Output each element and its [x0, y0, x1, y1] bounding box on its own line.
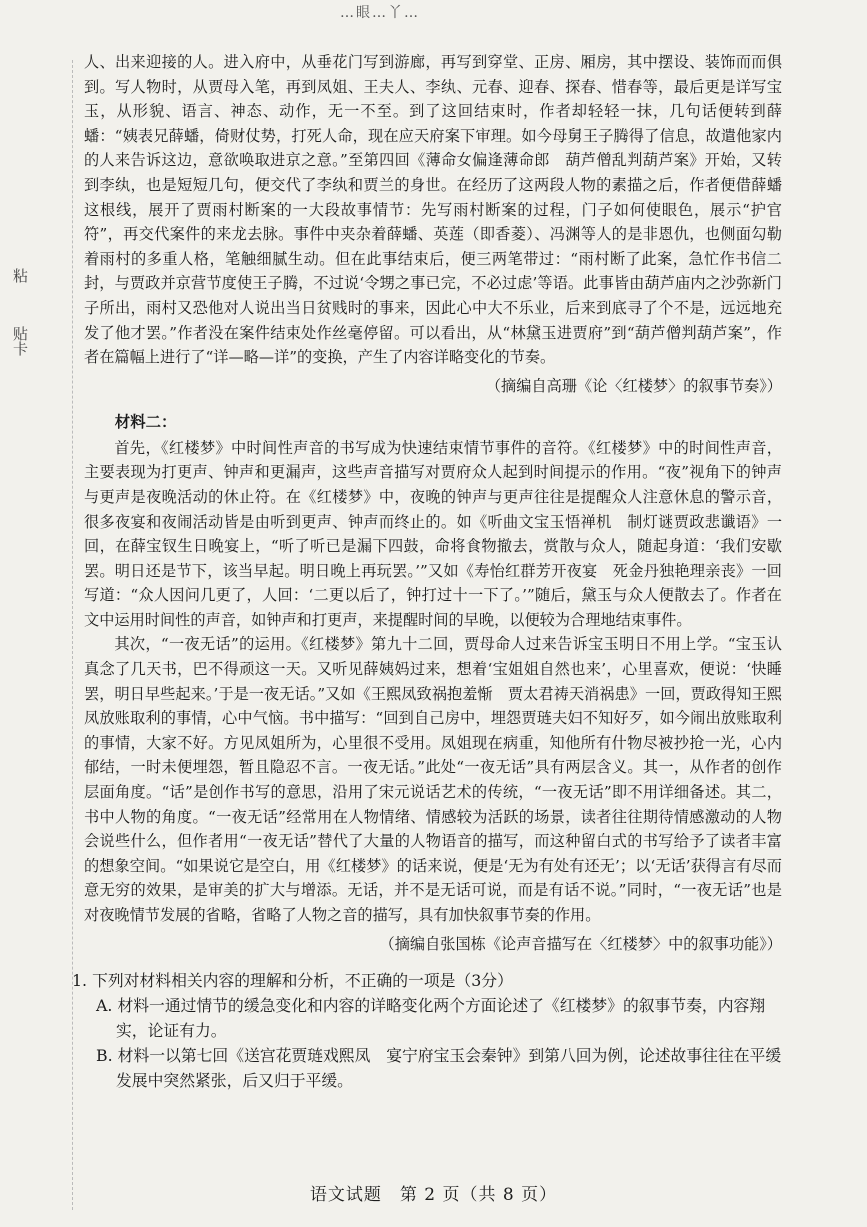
option-a: A. 材料一通过情节的缓急变化和内容的详略变化两个方面论述了《红楼梦》的叙事节奏，内容翔实，论证有力。: [96, 995, 766, 1040]
question-stem: 1. 下列对材料相关内容的理解和分析，不正确的一项是（3分）: [72, 970, 513, 990]
article-body: [72, 50, 782, 1093]
margin-note-card: 贴卡: [11, 326, 29, 356]
material2-heading: 材料二：: [114, 412, 177, 431]
source-citation-1: （摘编自高珊《论〈红楼梦〉的叙事节奏》）: [485, 376, 782, 395]
material1-paragraph: 人、出来迎接的人。进入府中，从垂花门写到游廊，再写到穿堂、正房、厢房，其中摆设、装饰而而俱到。写人物时，从贾母入笔，再到凤姐、王夫人、李纨、元春、迎春、探春、惜春等，最后更是详写宝玉，从形貌、语言、神态、动作，无一不至。到了这回结束时，作者却轻轻一抹，几句话便转到薛蟠：“姨表兄薛蟠，倚财仗势，打死人命，现在应天府案下审理。如今母舅王子腾得了信息，故遣他家内的人来告诉这边，意欲唤取进京之意。”至第四回《薄命女偏逢薄命郎 葫芦僧乱判葫芦案》开始，又转到李纨，也是短短几句，便交代了李纨和贾兰的身世。在经历了这两段人物的素描之后，作者便借薛蟠这根线，展开了贾雨村断案的一大段故事情节：先写雨村断案的过程，门子如何使眼色，展示“护官符”，再交代案件的来龙去脉。事件中夹杂着薛蟠、英莲（即香菱）、冯渊等人的是非恩仇，也侧面勾勒着雨村的多重人格，笔触细腻生动。但在此事结束后，便三两笔带过：“雨村断了此案，急忙作书信二封，与贾政并京营节度使王子腾，不过说‘令甥之事已完，不必过虑’等语。此事皆由葫芦庙内之沙弥新门子所出，雨村又恐他对人说出当日贫贱时的事来，因此心中大不乐业，后来到底寻了个不是，远远地充发了他才罢。”作者没在案件结束处作丝毫停留。可以看出，从“林黛玉进贾府”到“葫芦僧判葫芦案”，作者在篇幅上进行了“详—略—详”的变换，产生了内容详略变化的节奏。: [84, 53, 782, 367]
top-cut-text: …眼…丫…: [340, 5, 420, 21]
page-footer: 语文试题 第 2 页（共 8 页）: [309, 1185, 558, 1205]
material2-paragraph-1: 首先，《红楼梦》中时间性声音的书写成为快速结束情节事件的音符。《红楼梦》中的时间性声音，主要表现为打更声、钟声和更漏声，这些声音描写对贾府众人起到时间提示的作用。“夜”视角下的钟声与更声是夜晚活动的休止符。在《红楼梦》中，夜晚的钟声与更声往往是提醒众人注意休息的警示音，很多夜宴和夜闹活动皆是由听到更声、钟声而终止的。如《听曲文宝玉悟禅机 制灯谜贾政悲谶语》一回，在薛宝钗生日晚宴上，“听了听已是漏下四鼓，命将食物撤去，赏散与众人，随起身道：‘我们安歇罢。明日还是节下，该当早起。明日晚上再玩罢。’”又如《寿怡红群芳开夜宴 死金丹独艳理亲丧》一回写道：“众人因问几更了，人回：‘二更以后了，钟打过十一下了。’”随后，黛玉与众人便散去了。作者在文中运用时间性的声音，如钟声和打更声，来提醒时间的早晚，以便较为合理地结束事件。: [84, 438, 782, 629]
question-1: [72, 968, 782, 1093]
source-citation-2: （摘编自张国栋《论声音描写在〈红楼梦〉中的叙事功能》）: [379, 934, 782, 953]
margin-note-paste: 粘: [11, 268, 29, 283]
material2-paragraph-2: 其次，“一夜无话”的运用。《红楼梦》第九十二回，贾母命人过来告诉宝玉明日不用上学。“宝玉认真念了几天书，巴不得顽这一天。又听见薛姨妈过来，想着‘宝姐姐自然也来’，心里喜欢，便说：‘快睡罢，明日早些起来。’于是一夜无话。”又如《王熙凤致祸抱羞惭 贾太君祷天消祸患》一回，贾政得知王熙凤放账取利的事情，心中气恼。书中描写：“回到自己房中，埋怨贾琏夫妇不知好歹，如今闹出放账取利的事情，大家不好。方见凤姐所为，心里很不受用。凤姐现在病重，知他所有什物尽被抄抢一光，心内郁结，一时未便埋怨，暂且隐忍不言。一夜无话。”此处“一夜无话”具有两层含义。其一，从作者的创作层面角度。“话”是创作书写的意思，沿用了宋元说话艺术的传统，“一夜无话”即不用详细备述。其二，书中人物的角度。“一夜无话”经常用在人物情绪、情感较为活跃的场景，读者往往期待情感激动的人物会说些什么，但作者用“一夜无话”替代了大量的人物语音的描写，而这种留白式的书写给予了读者丰富的想象空间。“如果说它是空白，用《红楼梦》的话来说，便是‘无为有处有还无’；以‘无话’获得言有尽而意无穷的效果，是审美的扩大与增添。无话，并不是无话可说，而是有话不说。”同时，“一夜无话”也是对夜晚情节发展的省略，省略了人物之音的描写，具有加快叙事节奏的作用。: [84, 635, 782, 924]
option-b: B. 材料一以第七回《送宫花贾琏戏熙凤 宴宁府宝玉会秦钟》到第八回为例，论述故事往往在平缓发展中突然紧张，后又归于平缓。: [96, 1045, 782, 1090]
binding-line: [72, 60, 73, 1210]
